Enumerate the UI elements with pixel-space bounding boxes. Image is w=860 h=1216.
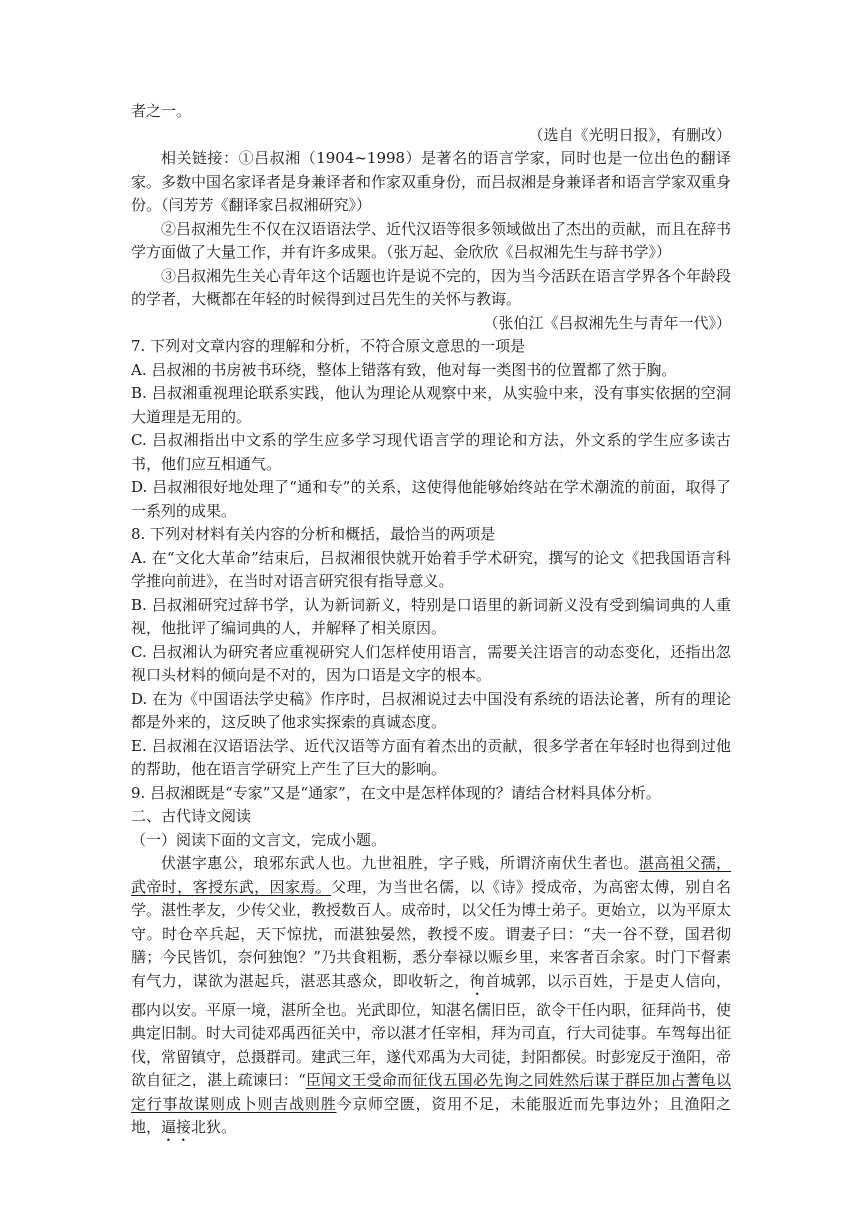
passage-segment: 首城郭，以示百姓，于是吏人信向，郡内以安。平原一境，湛所全也。光武即位，知湛名儒旧臣，欲令干任内职，征拜尚书，使典定旧制。时大司徒邓禹西征关中，帝以湛才任宰相，拜为司直，行大司徒事。车驾每出征伐，常留镇守，总摄群司。建武三年，遂代邓禹为大司徒，封阳都侯。时彭宠反于渔阳，帝欲自征之，湛上疏谏曰：“ — [131, 971, 732, 1089]
question-8-option-a: A. 在“文化大革命”结束后，吕叔湘很快就开始着手学术研究，撰写的论文《把我国语言科学推向前进》，在当时对语言研究很有指导意义。 — [131, 548, 731, 590]
question-7-stem: 7. 下列对文章内容的理解和分析，不符合原文意思的一项是 — [131, 337, 526, 355]
underlined-sentence-2: 臣闻文王受命而征伐五国必先询之同姓然后谋于群臣加占蓍龟以定行事故谋则成卜则吉战则胜 — [131, 1071, 731, 1113]
question-8-option-c: C. 吕叔湘认为研究者应重视研究人们怎样使用语言，需要关注语言的动态变化，还指出忽视口头材料的倾向是不对的，因为口语是文字的根本。 — [131, 642, 731, 684]
related-link-1: 相关链接：①吕叔湘（1904~1998）是著名的语言学家，同时也是一位出色的翻译家。多数中国名家译者是身兼译者和作家双重身份，而吕叔湘是身兼译者和语言学家双重身份。（闫芳芳《翻译家吕叔湘研究》） — [131, 149, 732, 214]
question-7-option-a: A. 吕叔湘的书房被书环绕，整体上错落有致，他对每一类图书的位置都了然于胸。 — [131, 360, 677, 379]
related-link-2: ②吕叔湘先生不仅在汉语语法学、近代汉语等很多领域做出了杰出的贡献，而且在辞书学方面做了大量工作，并有许多成果。（张万起、金欣欣《吕叔湘先生与辞书学》） — [131, 219, 732, 261]
question-8-stem: 8. 下列对材料有关内容的分析和概括，最恰当的两项是 — [131, 525, 496, 543]
underlined-sentence-1: 湛高祖父孺，武帝时，客授东武，因家焉。 — [131, 854, 731, 896]
source-citation: （选自《光明日报》，有删改） — [528, 125, 731, 144]
question-7-option-b: B. 吕叔湘重视理论联系实践，他认为理论从观察中来，从实验中来，没有事实依据的空洞大道理是无用的。 — [131, 384, 731, 426]
passage-segment: 今京师空匮，资用不足，未能服近而先事边外；且渔阳之地， — [131, 1094, 731, 1136]
passage-segment: 伏湛字惠公，琅邪东武人也。九世祖胜，字子贱，所谓济南伏生者也。 — [161, 854, 639, 872]
dotted-word-1: 徇 — [469, 971, 486, 990]
question-8-option-d: D. 在为《中国语法学史稿》作序时，吕叔湘说过去中国没有系统的语法论著，所有的理论都是外来的，这反映了他求实探索的真诚态度。 — [131, 689, 731, 731]
question-7-option-c: C. 吕叔湘指出中文系的学生应多学习现代语言学的理论和方法，外文系的学生应多读古书，他们应互相通气。 — [131, 431, 731, 473]
classical-passage — [131, 852, 731, 1145]
question-8-option-e: E. 吕叔湘在汉语语法学、近代汉语等方面有着杰出的贡献，很多学者在年轻时也得到过他的帮助，他在语言学研究上产生了巨大的影响。 — [131, 736, 731, 778]
question-9: 9. 吕叔湘既是“专家”又是“通家”，在文中是怎样体现的？请结合材料具体分析。 — [131, 783, 661, 802]
page-content — [131, 100, 731, 1145]
question-7-option-d: D. 吕叔湘很好地处理了“通和专”的关系，这使得他能够始终站在学术潮流的前面，取得了一系列的成果。 — [131, 478, 731, 520]
passage-segment: 父理，为当世名儒，以《诗》授成帝，为高密太傅，别自名学。湛性孝友，少传父业，教授数百人。成帝时，以父任为博士弟子。更始立，以为平原太守。时仓卒兵起，天下惊扰，而湛独晏然，教授不废。谓妻子曰：“夫一谷不登，国君彻膳；今民皆饥，奈何独饱？”乃共食粗粝，悉分奉禄以赈乡里，来客者百余家。时门下督素有气力，谋欲为湛起兵，湛恶其惑众，即收斩之， — [131, 877, 732, 990]
subsection-heading: （一）阅读下面的文言文，完成小题。 — [131, 830, 387, 849]
dotted-word-2: 逼接 — [161, 1118, 192, 1136]
source-citation-2: （张伯江《吕叔湘先生与青年一代》） — [483, 313, 731, 332]
text-line: 者之一。 — [131, 102, 192, 120]
question-8-option-b: B. 吕叔湘研究过辞书学，认为新词新义，特别是口语里的新词新义没有受到编词典的人重视，他批评了编词典的人，并解释了相关原因。 — [131, 595, 731, 637]
related-link-3: ③吕叔湘先生关心青年这个话题也许是说不完的，因为当今活跃在语言学界各个年龄段的学者，大概都在年轻的时候得到过吕先生的关怀与教诲。 — [131, 266, 732, 308]
section-heading: 二、古代诗文阅读 — [131, 807, 252, 825]
passage-segment: 北狄。 — [191, 1118, 237, 1136]
